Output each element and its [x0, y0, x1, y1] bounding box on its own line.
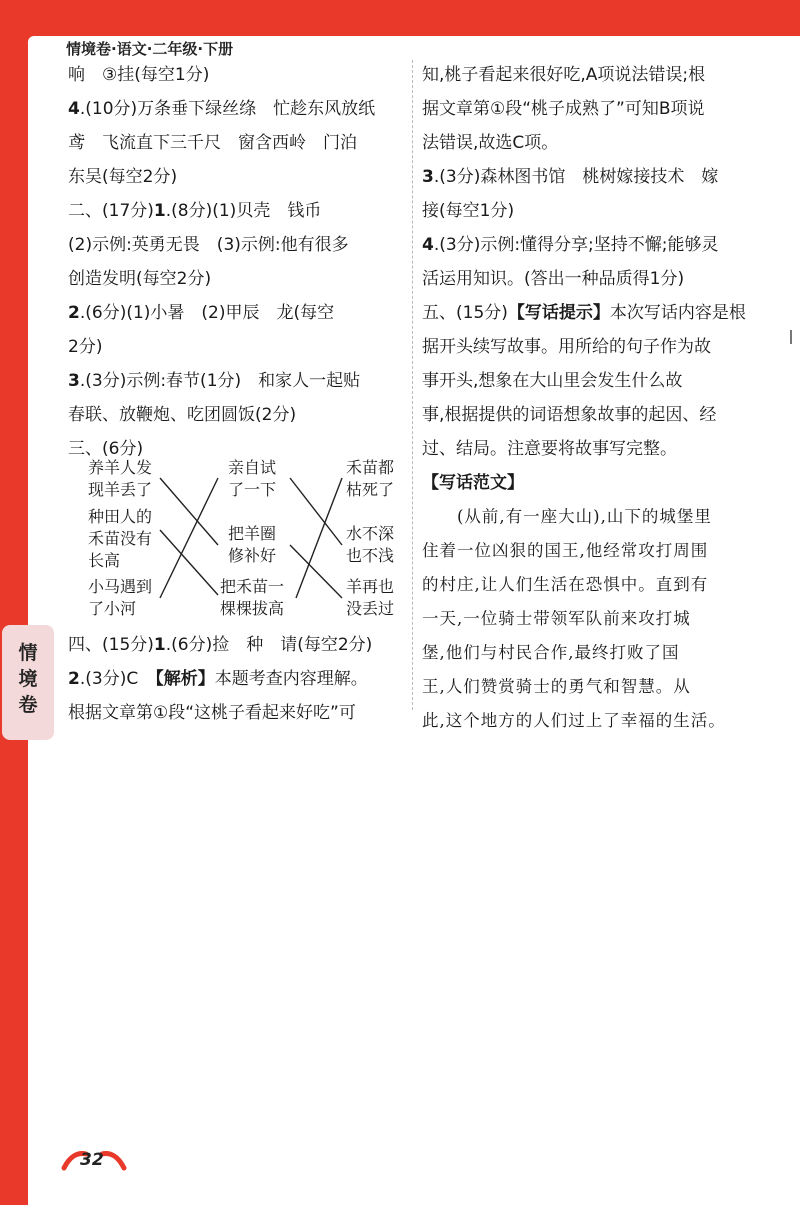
left-column	[68, 58, 403, 466]
sample-essay-line: (从前,有一座大山),山下的城堡里	[422, 507, 712, 526]
answer-line: 据开头续写故事。用所给的句子作为故	[422, 337, 711, 357]
sample-essay-line: 王,人们赞赏骑士的勇气和智慧。从	[422, 677, 691, 696]
section-prefix: 五、(15分)	[422, 303, 508, 323]
question-number: 2	[68, 669, 80, 689]
question-number: 4	[422, 235, 434, 255]
answer-line: 过、结局。注意要将故事写完整。	[422, 439, 677, 459]
answer-line: 接(每空1分)	[422, 201, 515, 221]
answer-text: .(3分)森林图书馆 桃树嫁接技术 嫁	[433, 167, 719, 187]
match-item-c1: 禾苗都 枯死了	[346, 458, 395, 499]
column-divider	[412, 60, 413, 710]
answer-line: 响 ③挂(每空1分)	[68, 65, 210, 85]
left-column-bottom	[68, 628, 403, 730]
match-item-a1: 养羊人发 现羊丢了	[88, 458, 153, 499]
writing-tip-tag: 【写话提示】	[507, 303, 610, 323]
question-3	[422, 160, 767, 194]
answer-line: 东吴(每空2分)	[68, 167, 178, 187]
question-2	[68, 296, 403, 330]
answer-text: .(6分)捡 种 请(每空2分)	[165, 635, 373, 655]
analysis-tag: 【解析】	[155, 669, 215, 689]
sample-essay-line: 堡,他们与村民合作,最终打败了国	[422, 643, 680, 662]
answer-text: .(3分)示例:懂得分享;坚持不懈;能够灵	[433, 235, 719, 255]
answer-line: 春联、放鞭炮、吃团圆饭(2分)	[68, 405, 297, 425]
section-prefix: 二、(17分)	[68, 201, 154, 221]
question-2b	[68, 662, 403, 696]
question-number: 1	[153, 635, 166, 655]
answer-line: 法错误,故选C项。	[422, 133, 559, 153]
answer-text: 本题考查内容理解。	[214, 669, 368, 689]
page-number: 32	[80, 1150, 104, 1170]
section-3-heading: 三、(6分)	[68, 439, 144, 459]
answer-line: 事,根据提供的词语想象故事的起因、经	[422, 405, 717, 425]
question-3	[68, 364, 403, 398]
section-5	[422, 296, 767, 330]
answer-text: .(6分)(1)小暑 (2)甲辰 龙(每空	[79, 303, 335, 323]
answer-line: 鸢 飞流直下三千尺 窗含西岭 门泊	[68, 133, 357, 153]
page-header: 情境卷·语文·二年级·下册	[66, 40, 234, 58]
section-2	[68, 194, 403, 228]
match-item-c3: 羊再也 没丢过	[346, 577, 395, 618]
answer-line: 创造发明(每空2分)	[68, 269, 212, 289]
match-item-a3: 小马遇到 了小河	[88, 577, 153, 618]
question-number: 2	[68, 303, 80, 323]
sample-essay-line: 一天,一位骑士带领军队前来攻打城	[422, 609, 691, 628]
section-prefix: 四、(15分)	[68, 635, 154, 655]
match-item-c2: 水不深 也不浅	[346, 524, 395, 565]
match-item-b2: 把羊圈 修补好	[228, 524, 277, 565]
answer-text: .(8分)(1)贝壳 钱币	[165, 201, 322, 221]
section-4	[68, 628, 403, 662]
answer-line: 2分)	[68, 337, 103, 357]
answer-text: 本次写话内容是根	[609, 303, 746, 323]
answer-line: 事开头,想象在大山里会发生什么故	[422, 371, 683, 391]
match-item-a2: 种田人的 禾苗没有 长高	[88, 507, 153, 570]
answer-line: 活运用知识。(答出一种品质得1分)	[422, 269, 685, 289]
side-tab-label: 情境卷	[18, 642, 38, 716]
sample-essay-line: 的村庄,让人们生活在恐惧中。直到有	[422, 575, 709, 594]
answer-line: 据文章第①段“桃子成熟了”可知B项说	[422, 99, 705, 119]
right-column	[422, 58, 767, 738]
answer-line: 根据文章第①段“这桃子看起来好吃”可	[68, 703, 356, 723]
answer-text: .(3分)C	[79, 669, 156, 689]
sample-essay-title: 【写话范文】	[422, 473, 524, 493]
question-4	[68, 92, 403, 126]
question-4	[422, 228, 767, 262]
question-number: 3	[422, 167, 434, 187]
answer-text: .(3分)示例:春节(1分) 和家人一起贴	[79, 371, 361, 391]
sample-essay-line: 住着一位凶狠的国王,他经常攻打周围	[422, 541, 709, 560]
answer-line: (2)示例:英勇无畏 (3)示例:他有很多	[68, 235, 349, 255]
sample-essay-line: 此,这个地方的人们过上了幸福的生活。	[422, 711, 726, 730]
question-number: 1	[153, 201, 166, 221]
answer-line: 知,桃子看起来很好吃,A项说法错误;根	[422, 65, 706, 85]
edge-mark	[790, 330, 792, 344]
match-item-b1: 亲自试 了一下	[228, 458, 277, 499]
match-item-b3: 把禾苗一 棵棵拔高	[220, 577, 285, 618]
answer-text: .(10分)万条垂下绿丝绦 忙趁东风放纸	[79, 99, 376, 119]
question-number: 4	[68, 99, 80, 119]
question-number: 3	[68, 371, 80, 391]
